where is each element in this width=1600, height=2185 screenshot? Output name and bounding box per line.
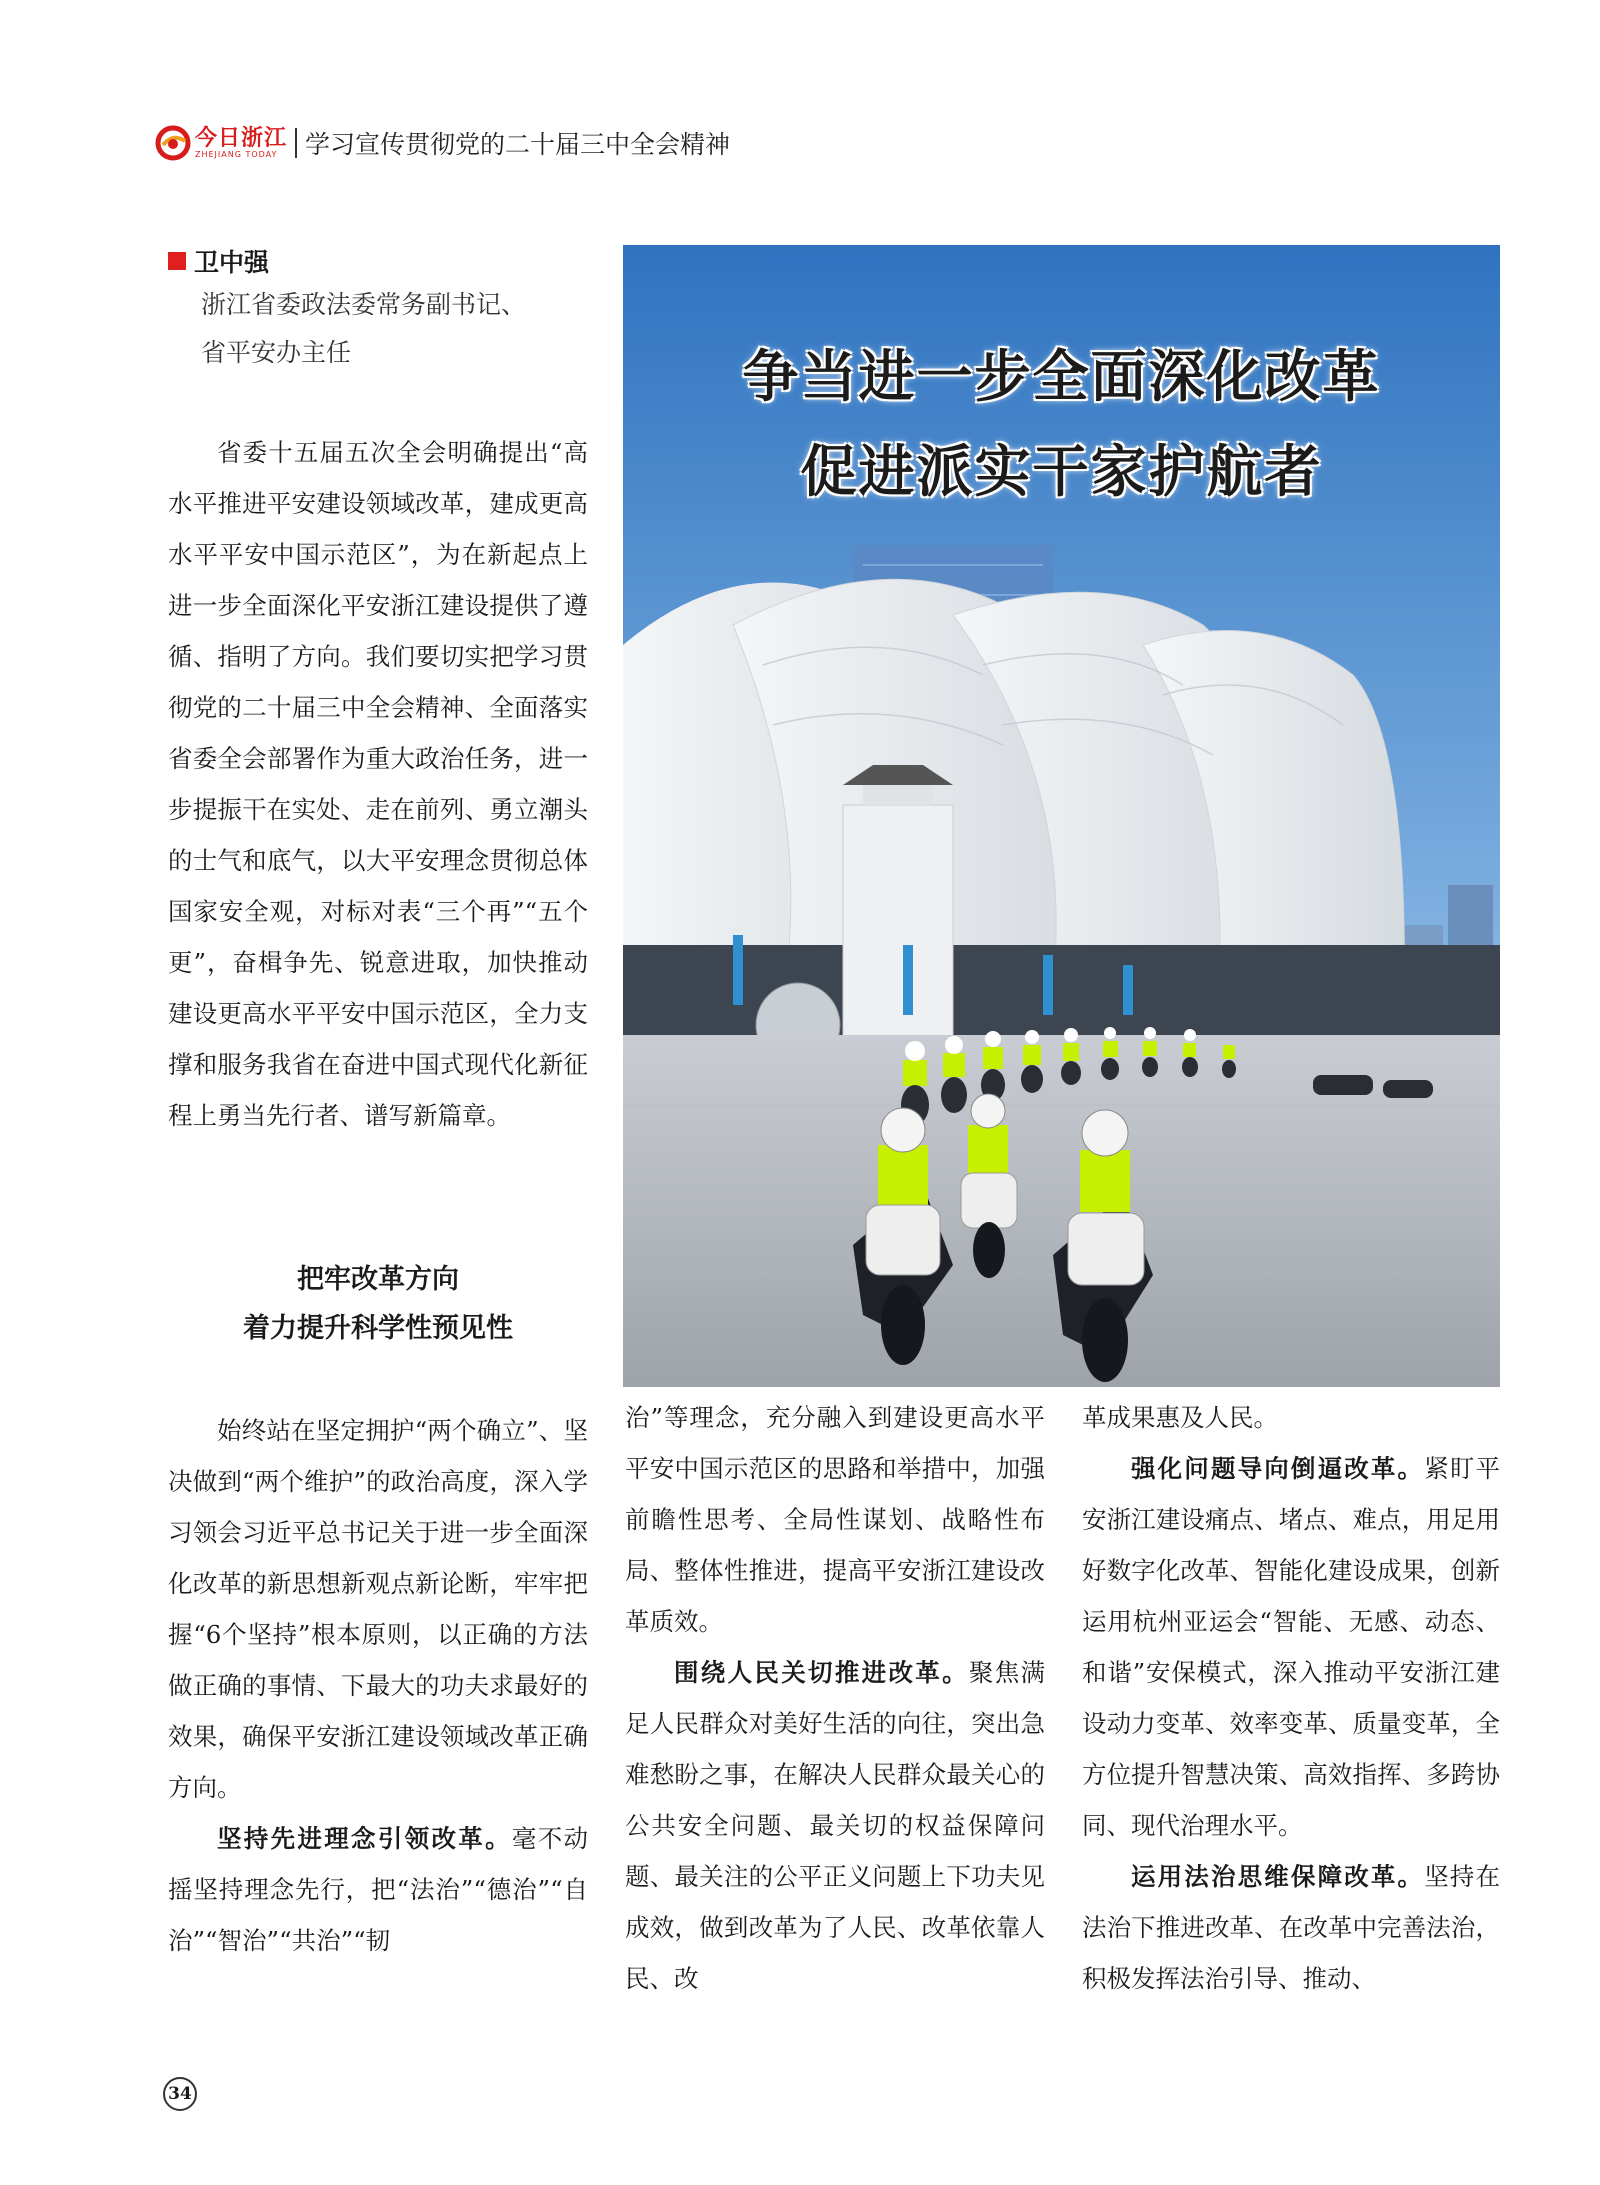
author-name-text: 卫中强 — [194, 248, 270, 277]
page-number: 34 — [163, 2077, 197, 2111]
author-block — [168, 243, 526, 377]
paragraph-lead: 运用法治思维保障改革。 — [1131, 1862, 1425, 1891]
paragraph-text: 紧盯平安浙江建设痛点、堵点、难点，用足用好数字化改革、智能化建设成果，创新运用杭州亚运会“智能、无感、动态、和谐”安保模式，深入推动平安浙江建设动力变革、效率变革、质量变革，全方位提升智慧决策、高效指挥、多跨协同、现代治理水平。 — [1082, 1454, 1501, 1840]
body-column-3 — [1082, 1392, 1500, 2004]
paragraph-lead: 坚持先进理念引领改革。 — [217, 1824, 512, 1853]
paragraph-problem-oriented — [1082, 1443, 1500, 1851]
page-header — [155, 118, 730, 168]
logo-text-cn: 今日浙江 — [195, 125, 288, 151]
author-name — [168, 243, 526, 279]
body-column-1 — [168, 1405, 588, 1966]
paragraph-advanced-concepts — [168, 1813, 588, 1966]
paragraph-lead: 强化问题导向倒逼改革。 — [1131, 1454, 1425, 1483]
red-square-marker — [168, 252, 186, 270]
paragraph-continuation: 革成果惠及人民。 — [1082, 1403, 1278, 1432]
paragraph-rule-of-law — [1082, 1851, 1500, 2004]
intro-column — [168, 427, 588, 1141]
section-heading — [168, 1255, 588, 1353]
magazine-logo — [155, 125, 287, 161]
photo-title-line1: 争当进一步全面深化改革 — [742, 344, 1381, 410]
photo-illustration — [623, 245, 1500, 1387]
intro-paragraph: 省委十五届五次全会明确提出“高水平推进平安建设领域改革，建成更高水平平安中国示范区”，为在新起点上进一步全面深化平安浙江建设提供了遵循、指明了方向。我们要切实把学习贯彻党的二十届三中全会精神、全面落实省委全会部署作为重大政治任务，进一步提振干在实处、走在前列、勇立潮头的士气和底气，以大平安理念贯彻总体国家安全观，对标对表“三个再”“五个更”，奋楫争先、锐意进取，加快推动建设更高水平平安中国示范区，全力支撑和服务我省在奋进中国式现代化新征程上勇当先行者、谱写新篇章。 — [168, 438, 588, 1130]
author-title: 浙江省委政法委常务副书记、 省平安办主任 — [201, 290, 527, 367]
paragraph-lead: 围绕人民关切推进改革。 — [674, 1658, 969, 1687]
paragraph-text: 聚焦满足人民群众对美好生活的向往，突出急难愁盼之事，在解决人民群众最关心的公共安全问题、最关切的权益保障问题、最关注的公平正义问题上下功夫见成效，做到改革为了人民、改革依靠人民、改 — [625, 1658, 1046, 1993]
header-divider — [295, 128, 297, 158]
logo-text-en: ZHEJIANG TODAY — [195, 150, 278, 159]
paragraph-continuation: 治”等理念，充分融入到建设更高水平平安中国示范区的思路和举措中，加强前瞻性思考、全局性谋划、战略性布局、整体性推进，提高平安浙江建设改革质效。 — [625, 1403, 1045, 1636]
paragraph-text: 坚持在法治下推进改革、在改革中完善法治，积极发挥法治引导、推动、 — [1082, 1862, 1501, 1993]
feature-photo — [623, 245, 1500, 1387]
body-column-2 — [625, 1392, 1045, 2004]
paragraph-text: 毫不动摇坚持理念先行，把“法治”“德治”“自治”“智治”“共治”“韧 — [168, 1824, 589, 1955]
paragraph-people-concerns — [625, 1647, 1045, 2004]
section-heading-line1: 把牢改革方向 — [297, 1264, 459, 1295]
column-title: 学习宣传贯彻党的二十届三中全会精神 — [305, 130, 731, 159]
logo-swirl-icon — [155, 125, 191, 161]
section1-paragraph: 始终站在坚定拥护“两个确立”、坚决做到“两个维护”的政治高度，深入学习领会习近平总书记关于进一步全面深化改革的新思想新观点新论断，牢牢把握“6个坚持”根本原则，以正确的方法做正确的事情、下最大的功夫求最好的效果，确保平安浙江建设领域改革正确方向。 — [168, 1416, 588, 1802]
photo-title-line2: 促进派实干家护航者 — [800, 439, 1323, 505]
section-heading-line2: 着力提升科学性预见性 — [243, 1313, 513, 1344]
